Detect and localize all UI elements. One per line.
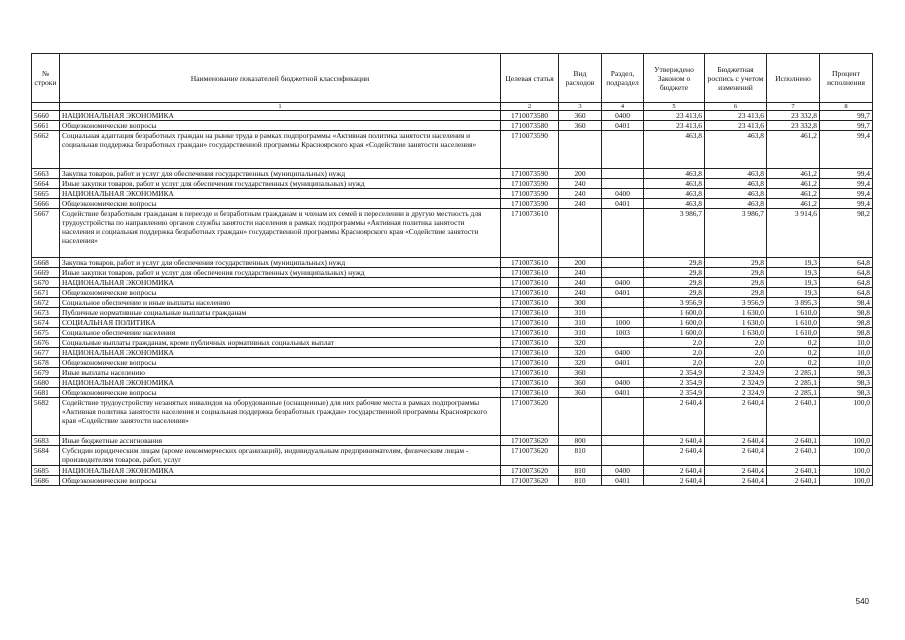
row-number: 5672 [32, 298, 60, 308]
row-budget-schedule: 2 640,4 [705, 398, 767, 436]
row-executed: 461,2 [767, 169, 820, 179]
row-percent: 99,4 [820, 179, 873, 189]
row-name: Содействие безработным гражданам в переезде и безработным гражданам и членам их семей в переселении в другую местность для трудоустройства по направлению органов службы занятости населения в рамках подпрограммы «Активная политика занятости населения и социальная поддержка безработных граждан» государственной программы Красноярского края «Содействие занятости населения» [60, 209, 501, 258]
table-row [32, 199, 873, 209]
table-row [32, 398, 873, 436]
row-budget-schedule: 29,8 [705, 278, 767, 288]
row-number: 5670 [32, 278, 60, 288]
row-name: Общеэкономические вопросы [60, 288, 501, 298]
table-row [32, 338, 873, 348]
row-expense-type [559, 209, 602, 258]
row-expense-type: 310 [559, 308, 602, 318]
table-row [32, 318, 873, 328]
row-percent: 100,0 [820, 476, 873, 486]
row-executed: 1 610,0 [767, 328, 820, 338]
row-target-article: 1710073610 [501, 388, 559, 398]
row-section [602, 436, 644, 446]
row-executed: 19,3 [767, 258, 820, 268]
column-number: 4 [602, 103, 644, 111]
row-target-article: 1710073590 [501, 189, 559, 199]
row-percent: 10,0 [820, 338, 873, 348]
row-budget-schedule: 2 324,9 [705, 388, 767, 398]
column-number: 5 [644, 103, 705, 111]
row-budget-schedule: 29,8 [705, 258, 767, 268]
budget-table [31, 53, 873, 486]
row-target-article: 1710073610 [501, 368, 559, 378]
row-approved: 2 640,4 [644, 466, 705, 476]
row-approved: 29,8 [644, 258, 705, 268]
row-name: Иные закупки товаров, работ и услуг для обеспечения государственных (муниципальных) нужд [60, 179, 501, 189]
row-section: 1000 [602, 318, 644, 328]
row-target-article: 1710073610 [501, 338, 559, 348]
row-approved: 2 640,4 [644, 436, 705, 446]
row-target-article: 1710073610 [501, 358, 559, 368]
row-executed: 2 640,1 [767, 466, 820, 476]
row-executed: 0,2 [767, 338, 820, 348]
row-approved: 463,8 [644, 179, 705, 189]
row-approved: 463,8 [644, 189, 705, 199]
row-percent: 98,8 [820, 328, 873, 338]
row-budget-schedule: 463,8 [705, 131, 767, 169]
row-approved: 2,0 [644, 348, 705, 358]
row-budget-schedule: 2 640,4 [705, 466, 767, 476]
row-name: НАЦИОНАЛЬНАЯ ЭКОНОМИКА [60, 348, 501, 358]
table-row [32, 388, 873, 398]
row-executed: 23 332,8 [767, 111, 820, 121]
row-percent: 98,2 [820, 209, 873, 258]
row-approved: 1 600,0 [644, 318, 705, 328]
header-section: Раздел, подраздел [602, 54, 644, 103]
column-number: 3 [559, 103, 602, 111]
table-row [32, 278, 873, 288]
row-executed: 19,3 [767, 278, 820, 288]
row-executed: 2 640,1 [767, 436, 820, 446]
row-name: Общеэкономические вопросы [60, 199, 501, 209]
table-row [32, 169, 873, 179]
row-name: Общеэкономические вопросы [60, 388, 501, 398]
row-percent: 99,4 [820, 169, 873, 179]
row-number: 5678 [32, 358, 60, 368]
row-approved: 29,8 [644, 278, 705, 288]
row-name: НАЦИОНАЛЬНАЯ ЭКОНОМИКА [60, 111, 501, 121]
row-number: 5684 [32, 446, 60, 466]
row-percent: 100,0 [820, 446, 873, 466]
row-percent: 64,8 [820, 258, 873, 268]
row-expense-type: 200 [559, 169, 602, 179]
row-expense-type: 240 [559, 179, 602, 189]
row-target-article: 1710073610 [501, 268, 559, 278]
row-executed: 2 285,1 [767, 368, 820, 378]
table-row [32, 476, 873, 486]
row-percent: 99,4 [820, 131, 873, 169]
row-budget-schedule: 463,8 [705, 189, 767, 199]
row-executed: 1 610,0 [767, 308, 820, 318]
row-name: Иные выплаты населению [60, 368, 501, 378]
row-budget-schedule: 3 986,7 [705, 209, 767, 258]
row-expense-type: 320 [559, 348, 602, 358]
table-row [32, 378, 873, 388]
table-row [32, 288, 873, 298]
row-number: 5681 [32, 388, 60, 398]
row-percent: 10,0 [820, 358, 873, 368]
row-budget-schedule: 463,8 [705, 199, 767, 209]
column-number: 2 [501, 103, 559, 111]
row-number: 5674 [32, 318, 60, 328]
row-section [602, 258, 644, 268]
row-approved: 23 413,6 [644, 121, 705, 131]
row-approved: 2 640,4 [644, 398, 705, 436]
row-percent: 10,0 [820, 348, 873, 358]
row-percent: 100,0 [820, 466, 873, 476]
row-budget-schedule: 2 324,9 [705, 368, 767, 378]
row-percent: 64,8 [820, 288, 873, 298]
row-number: 5660 [32, 111, 60, 121]
row-budget-schedule: 3 956,9 [705, 298, 767, 308]
row-percent: 98,3 [820, 368, 873, 378]
row-section: 0400 [602, 278, 644, 288]
row-approved: 29,8 [644, 268, 705, 278]
row-percent: 98,3 [820, 378, 873, 388]
row-expense-type: 240 [559, 199, 602, 209]
row-number: 5664 [32, 179, 60, 189]
row-name: Социальное обеспечение и иные выплаты населению [60, 298, 501, 308]
row-number: 5675 [32, 328, 60, 338]
row-section: 0400 [602, 189, 644, 199]
row-number: 5662 [32, 131, 60, 169]
table-row [32, 368, 873, 378]
row-section [602, 308, 644, 318]
row-target-article: 1710073610 [501, 288, 559, 298]
row-target-article: 1710073610 [501, 278, 559, 288]
row-approved: 463,8 [644, 199, 705, 209]
row-executed: 461,2 [767, 199, 820, 209]
row-section [602, 298, 644, 308]
row-budget-schedule: 2 640,4 [705, 476, 767, 486]
row-name: Публичные нормативные социальные выплаты гражданам [60, 308, 501, 318]
row-section: 0401 [602, 358, 644, 368]
table-row [32, 348, 873, 358]
row-number: 5683 [32, 436, 60, 446]
row-number: 5668 [32, 258, 60, 268]
row-number: 5686 [32, 476, 60, 486]
page-number: 540 [855, 597, 869, 606]
row-section [602, 179, 644, 189]
row-number: 5663 [32, 169, 60, 179]
row-executed: 19,3 [767, 268, 820, 278]
row-target-article: 1710073610 [501, 298, 559, 308]
row-expense-type: 240 [559, 278, 602, 288]
row-name: Общеэкономические вопросы [60, 476, 501, 486]
row-expense-type: 240 [559, 288, 602, 298]
row-percent: 99,7 [820, 121, 873, 131]
row-section: 0401 [602, 476, 644, 486]
row-executed: 2 640,1 [767, 476, 820, 486]
row-section: 1003 [602, 328, 644, 338]
row-percent: 98,8 [820, 308, 873, 318]
row-number: 5673 [32, 308, 60, 318]
column-number: 8 [820, 103, 873, 111]
column-number-blank [32, 103, 60, 111]
row-expense-type: 240 [559, 189, 602, 199]
row-section: 0400 [602, 348, 644, 358]
row-target-article: 1710073580 [501, 111, 559, 121]
row-approved: 2 354,9 [644, 368, 705, 378]
row-target-article: 1710073610 [501, 308, 559, 318]
row-approved: 1 600,0 [644, 308, 705, 318]
row-executed: 2 640,1 [767, 398, 820, 436]
row-executed: 461,2 [767, 179, 820, 189]
row-budget-schedule: 23 413,6 [705, 111, 767, 121]
table-row [32, 436, 873, 446]
row-target-article: 1710073610 [501, 378, 559, 388]
row-name: НАЦИОНАЛЬНАЯ ЭКОНОМИКА [60, 278, 501, 288]
row-number: 5682 [32, 398, 60, 436]
row-section [602, 131, 644, 169]
table-row [32, 268, 873, 278]
row-target-article: 1710073610 [501, 209, 559, 258]
row-number: 5667 [32, 209, 60, 258]
row-executed: 1 610,0 [767, 318, 820, 328]
row-target-article: 1710073610 [501, 348, 559, 358]
table-row [32, 179, 873, 189]
row-approved: 2,0 [644, 338, 705, 348]
row-approved: 463,8 [644, 131, 705, 169]
row-expense-type: 360 [559, 111, 602, 121]
row-expense-type: 800 [559, 436, 602, 446]
row-approved: 1 600,0 [644, 328, 705, 338]
row-percent: 99,7 [820, 111, 873, 121]
row-percent: 99,4 [820, 199, 873, 209]
table-row [32, 328, 873, 338]
row-budget-schedule: 2,0 [705, 338, 767, 348]
table-row [32, 258, 873, 268]
row-name: Иные бюджетные ассигнования [60, 436, 501, 446]
row-target-article: 1710073610 [501, 258, 559, 268]
table-row [32, 111, 873, 121]
row-target-article: 1710073610 [501, 318, 559, 328]
row-number: 5685 [32, 466, 60, 476]
table-row [32, 298, 873, 308]
row-budget-schedule: 2 640,4 [705, 436, 767, 446]
row-budget-schedule: 29,8 [705, 268, 767, 278]
row-expense-type: 300 [559, 298, 602, 308]
header-percent: Процент исполнения [820, 54, 873, 103]
row-executed: 2 285,1 [767, 378, 820, 388]
row-executed: 461,2 [767, 131, 820, 169]
row-section: 0401 [602, 388, 644, 398]
table-row [32, 189, 873, 199]
row-section: 0400 [602, 111, 644, 121]
row-name: НАЦИОНАЛЬНАЯ ЭКОНОМИКА [60, 378, 501, 388]
row-approved: 2 640,4 [644, 446, 705, 466]
row-section: 0401 [602, 288, 644, 298]
row-name: Субсидии юридическим лицам (кроме некоммерческих организаций), индивидуальным предпринимателям, физическим лицам - производителям товаров, работ, услуг [60, 446, 501, 466]
row-section: 0400 [602, 466, 644, 476]
row-name: Закупка товаров, работ и услуг для обеспечения государственных (муниципальных) нужд [60, 258, 501, 268]
row-budget-schedule: 2 324,9 [705, 378, 767, 388]
header-target-article: Целевая статья [501, 54, 559, 103]
row-executed: 3 914,6 [767, 209, 820, 258]
row-approved: 2,0 [644, 358, 705, 368]
row-number: 5665 [32, 189, 60, 199]
row-number: 5676 [32, 338, 60, 348]
row-name: Социальные выплаты гражданам, кроме публичных нормативных социальных выплат [60, 338, 501, 348]
row-target-article: 1710073590 [501, 169, 559, 179]
row-budget-schedule: 1 630,0 [705, 318, 767, 328]
table-row [32, 446, 873, 466]
row-expense-type [559, 131, 602, 169]
row-expense-type: 310 [559, 328, 602, 338]
row-percent: 98,8 [820, 318, 873, 328]
row-approved: 3 986,7 [644, 209, 705, 258]
row-target-article: 1710073620 [501, 446, 559, 466]
row-expense-type: 810 [559, 466, 602, 476]
table-row [32, 209, 873, 258]
row-expense-type: 320 [559, 358, 602, 368]
row-name: НАЦИОНАЛЬНАЯ ЭКОНОМИКА [60, 189, 501, 199]
row-budget-schedule: 29,8 [705, 288, 767, 298]
row-percent: 64,8 [820, 268, 873, 278]
table-row [32, 358, 873, 368]
row-number: 5671 [32, 288, 60, 298]
row-target-article: 1710073620 [501, 466, 559, 476]
row-percent: 98,4 [820, 298, 873, 308]
row-target-article: 1710073590 [501, 131, 559, 169]
row-section [602, 398, 644, 436]
row-section [602, 446, 644, 466]
row-approved: 463,8 [644, 169, 705, 179]
row-budget-schedule: 23 413,6 [705, 121, 767, 131]
row-number: 5661 [32, 121, 60, 131]
row-section [602, 338, 644, 348]
row-approved: 23 413,6 [644, 111, 705, 121]
row-expense-type: 320 [559, 338, 602, 348]
header-expense-type: Вид расходов [559, 54, 602, 103]
row-expense-type: 200 [559, 258, 602, 268]
row-approved: 29,8 [644, 288, 705, 298]
row-target-article: 1710073620 [501, 476, 559, 486]
row-executed: 0,2 [767, 348, 820, 358]
row-number: 5677 [32, 348, 60, 358]
row-expense-type [559, 398, 602, 436]
row-target-article: 1710073610 [501, 328, 559, 338]
row-name: СОЦИАЛЬНАЯ ПОЛИТИКА [60, 318, 501, 328]
row-name: Общеэкономические вопросы [60, 121, 501, 131]
row-target-article: 1710073590 [501, 199, 559, 209]
row-budget-schedule: 2 640,4 [705, 446, 767, 466]
row-number: 5666 [32, 199, 60, 209]
row-budget-schedule: 2,0 [705, 358, 767, 368]
row-section [602, 209, 644, 258]
row-expense-type: 810 [559, 476, 602, 486]
row-approved: 3 956,9 [644, 298, 705, 308]
row-name: Социальное обеспечение населения [60, 328, 501, 338]
row-target-article: 1710073620 [501, 398, 559, 436]
row-executed: 3 895,3 [767, 298, 820, 308]
row-number: 5679 [32, 368, 60, 378]
header-name: Наименование показателей бюджетной классификации [60, 54, 501, 103]
header-row-number: № строки [32, 54, 60, 103]
row-target-article: 1710073580 [501, 121, 559, 131]
row-budget-schedule: 1 630,0 [705, 328, 767, 338]
row-section: 0400 [602, 378, 644, 388]
row-executed: 0,2 [767, 358, 820, 368]
row-budget-schedule: 463,8 [705, 169, 767, 179]
row-expense-type: 360 [559, 368, 602, 378]
row-percent: 100,0 [820, 398, 873, 436]
row-executed: 2 640,1 [767, 446, 820, 466]
header-executed: Исполнено [767, 54, 820, 103]
header-row [32, 54, 873, 103]
row-section [602, 268, 644, 278]
row-percent: 100,0 [820, 436, 873, 446]
row-name: Социальная адаптация безработных граждан на рынке труда в рамках подпрограммы «Активная политика занятости населения и социальная поддержка безработных граждан» государственной программы Красноярского края «Содействие занятости населения» [60, 131, 501, 169]
table-row [32, 466, 873, 476]
column-number: 7 [767, 103, 820, 111]
row-target-article: 1710073590 [501, 179, 559, 189]
row-name: Иные закупки товаров, работ и услуг для обеспечения государственных (муниципальных) нужд [60, 268, 501, 278]
table-row [32, 121, 873, 131]
row-approved: 2 354,9 [644, 388, 705, 398]
row-executed: 19,3 [767, 288, 820, 298]
row-executed: 461,2 [767, 189, 820, 199]
row-percent: 99,4 [820, 189, 873, 199]
row-expense-type: 360 [559, 121, 602, 131]
row-budget-schedule: 463,8 [705, 179, 767, 189]
row-section: 0401 [602, 199, 644, 209]
row-expense-type: 360 [559, 378, 602, 388]
table-row [32, 131, 873, 169]
header-budget-schedule: Бюджетная роспись с учетом изменений [705, 54, 767, 103]
row-section [602, 368, 644, 378]
row-name: НАЦИОНАЛЬНАЯ ЭКОНОМИКА [60, 466, 501, 476]
row-approved: 2 354,9 [644, 378, 705, 388]
row-percent: 64,8 [820, 278, 873, 288]
column-number: 1 [60, 103, 501, 111]
table-row [32, 308, 873, 318]
row-executed: 2 285,1 [767, 388, 820, 398]
row-name: Содействие трудоустройству незанятых инвалидов на оборудованные (оснащенные) для них рабочие места в рамках подпрограммы «Активная политика занятости населения и социальная поддержка безработных граждан» государственной программы Красноярского края «Содействие занятости населения» [60, 398, 501, 436]
row-target-article: 1710073620 [501, 436, 559, 446]
row-name: Общеэкономические вопросы [60, 358, 501, 368]
column-number: 6 [705, 103, 767, 111]
header-approved: Утверждено Законом о бюджете [644, 54, 705, 103]
row-name: Закупка товаров, работ и услуг для обеспечения государственных (муниципальных) нужд [60, 169, 501, 179]
row-section [602, 169, 644, 179]
row-expense-type: 310 [559, 318, 602, 328]
row-expense-type: 360 [559, 388, 602, 398]
row-budget-schedule: 1 630,0 [705, 308, 767, 318]
row-number: 5680 [32, 378, 60, 388]
row-approved: 2 640,4 [644, 476, 705, 486]
row-executed: 23 332,8 [767, 121, 820, 131]
row-budget-schedule: 2,0 [705, 348, 767, 358]
row-percent: 98,3 [820, 388, 873, 398]
row-expense-type: 810 [559, 446, 602, 466]
row-section: 0401 [602, 121, 644, 131]
row-number: 5669 [32, 268, 60, 278]
row-expense-type: 240 [559, 268, 602, 278]
column-number-row [32, 103, 873, 111]
